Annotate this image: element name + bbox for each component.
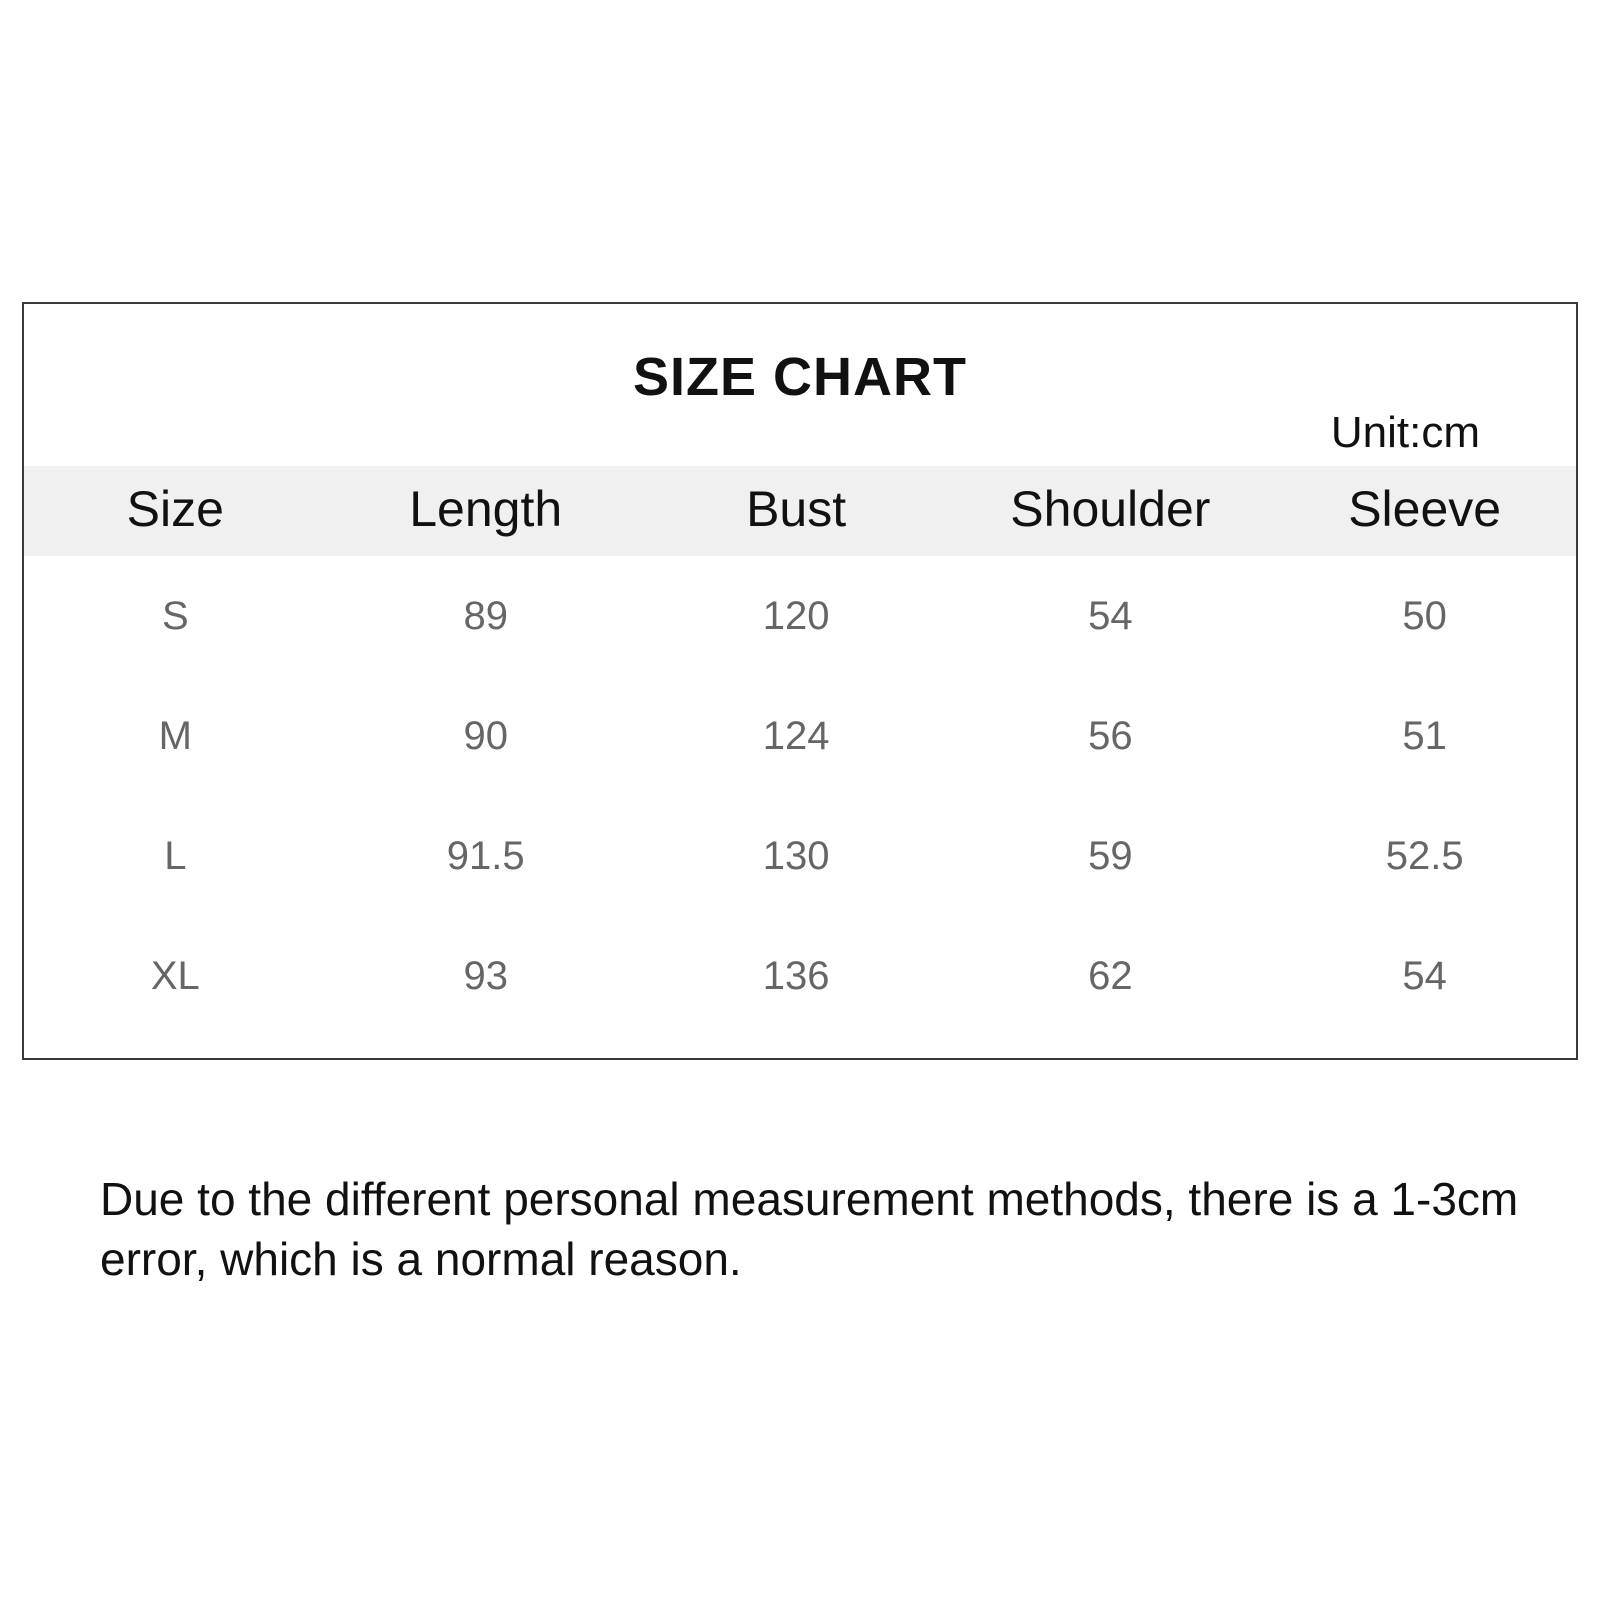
column-header-sleeve: Sleeve (1348, 481, 1502, 537)
table-body (24, 556, 1576, 1036)
cell-bust: 136 (762, 953, 830, 998)
size-chart-card (22, 302, 1578, 1060)
table-row (24, 556, 1576, 676)
cell-size: M (158, 713, 192, 758)
table-row (24, 676, 1576, 796)
unit-label: Unit:cm (1330, 408, 1480, 457)
size-chart-table (24, 466, 1576, 1036)
cell-shoulder: 59 (1088, 833, 1133, 878)
column-header-bust: Bust (746, 481, 847, 537)
cell-size: XL (150, 953, 200, 998)
column-header-size: Size (126, 481, 224, 537)
table-row (24, 916, 1576, 1036)
column-header-shoulder: Shoulder (1010, 481, 1211, 537)
table-header (24, 466, 1576, 556)
cell-sleeve: 54 (1402, 953, 1447, 998)
cell-bust: 120 (762, 593, 830, 638)
cell-size: S (161, 593, 189, 638)
cell-sleeve: 50 (1402, 593, 1447, 638)
cell-sleeve: 51 (1402, 713, 1447, 758)
table-header-row (24, 466, 1576, 556)
column-header-length: Length (409, 481, 563, 537)
cell-shoulder: 54 (1088, 593, 1133, 638)
cell-length: 89 (463, 593, 508, 638)
measurement-note: Due to the different personal measurement methods, there is a 1-3cm error, which is a normal reason. (100, 1173, 1519, 1285)
cell-length: 93 (463, 953, 508, 998)
cell-shoulder: 62 (1088, 953, 1133, 998)
table-row (24, 796, 1576, 916)
cell-length: 90 (463, 713, 508, 758)
cell-bust: 130 (762, 833, 830, 878)
cell-length: 91.5 (446, 833, 525, 878)
cell-shoulder: 56 (1088, 713, 1133, 758)
cell-bust: 124 (762, 713, 830, 758)
cell-size: L (164, 833, 187, 878)
page-title: SIZE CHART (633, 347, 967, 407)
cell-sleeve: 52.5 (1385, 833, 1464, 878)
